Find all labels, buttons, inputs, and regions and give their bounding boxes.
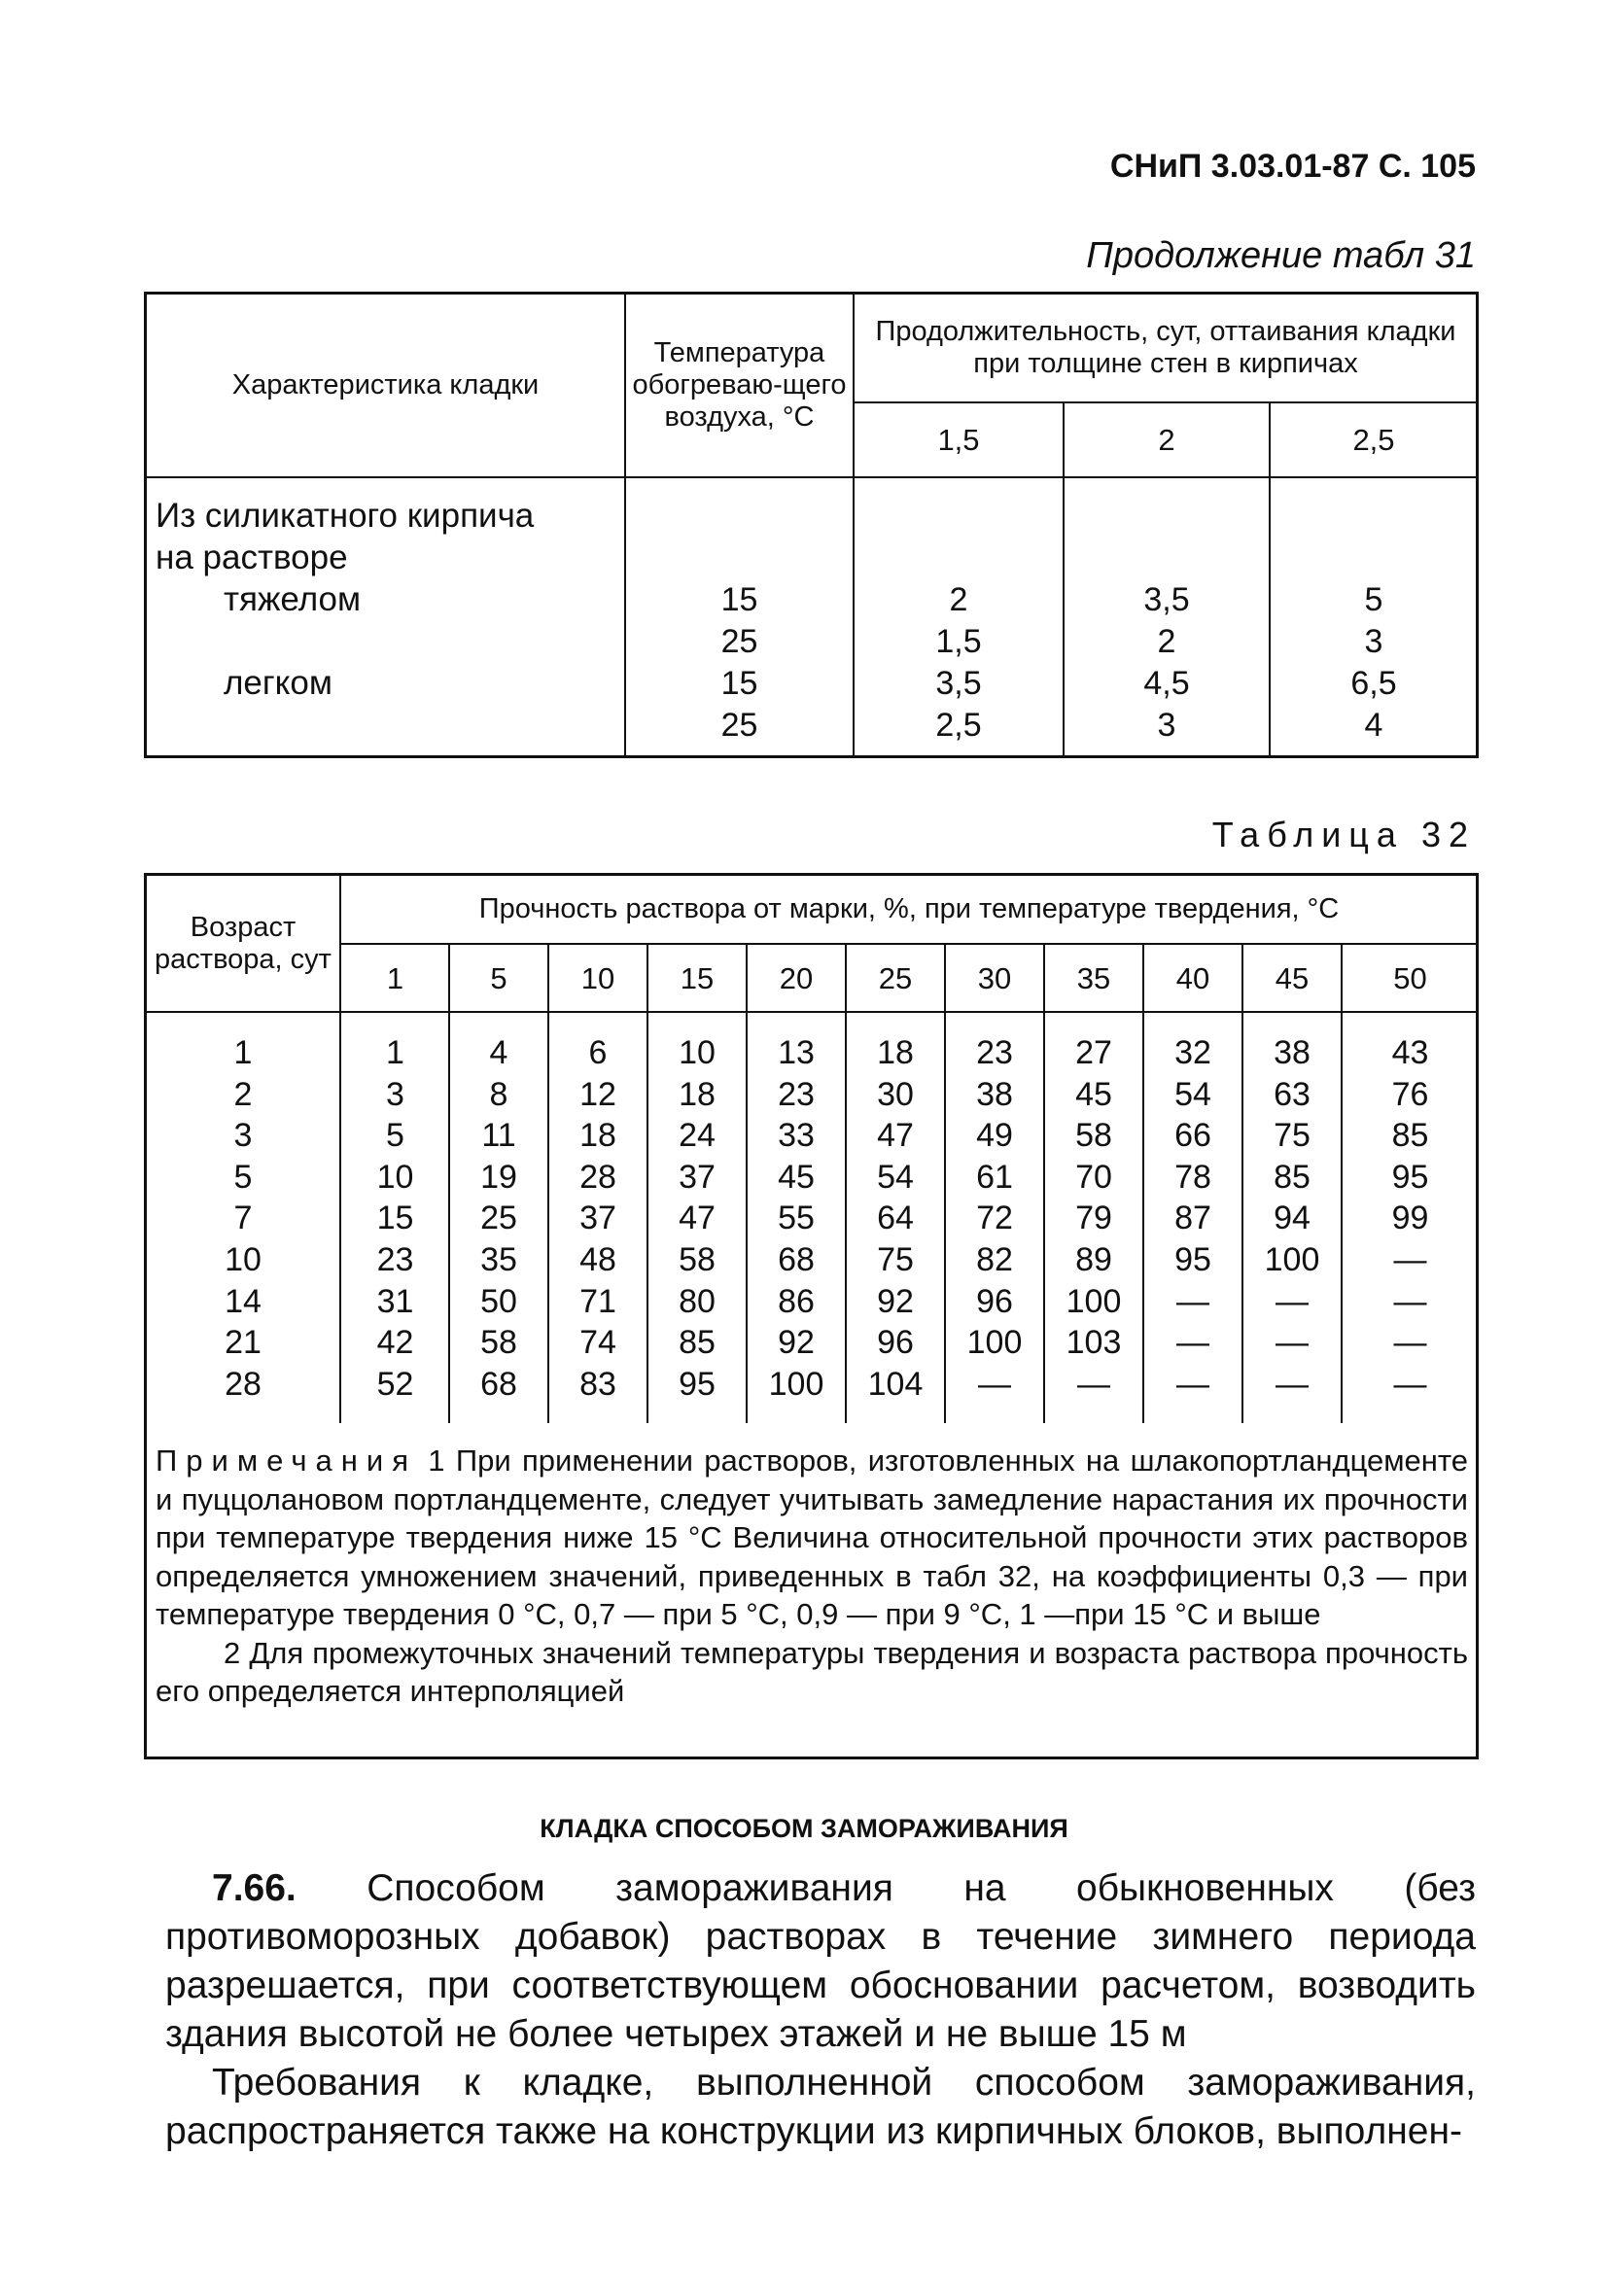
- table32-column: [1342, 1032, 1479, 1405]
- table32-temperature-header: 1: [386, 960, 404, 995]
- table32-value-cell: 103: [1066, 1324, 1122, 1362]
- table31-value-cell: 3: [1364, 623, 1383, 660]
- table31-value-cell: 2,5: [935, 707, 982, 744]
- table32-value-cell: —: [1276, 1282, 1309, 1320]
- table32-value-cell: 10: [679, 1034, 716, 1071]
- table32-column: [548, 1032, 647, 1405]
- table32-value-cell: 50: [480, 1282, 517, 1320]
- table32-temperature-header: 30: [977, 960, 1012, 995]
- table32-age-cell: 3: [233, 1117, 253, 1155]
- table32-value-cell: 85: [679, 1324, 716, 1362]
- table32-value-cell: 85: [1274, 1158, 1311, 1196]
- table32-value-cell: 75: [877, 1240, 914, 1278]
- table32-value-cell: 37: [579, 1200, 616, 1237]
- table31-value-cell: 4: [1364, 707, 1383, 744]
- table32-value-cell: 86: [778, 1282, 815, 1320]
- table32-value-cell: 63: [1274, 1075, 1311, 1113]
- table32-header-age: Возраст раствора, сут: [155, 911, 332, 975]
- table32-value-cell: 68: [480, 1365, 517, 1403]
- paragraph-number: 7.66.: [212, 1867, 297, 1909]
- table31-value-cell: 2: [949, 581, 968, 618]
- table32-temperature-header: 10: [580, 960, 615, 995]
- table32-value-cell: 78: [1174, 1158, 1211, 1196]
- note-2: 2 Для промежуточных значений температуры твердения и возраста раствора прочность его определяется интерполяцией: [156, 1635, 1468, 1708]
- table31-temperature-cell: 15: [720, 665, 758, 702]
- table32-value-cell: —: [1276, 1365, 1309, 1403]
- table32-value-cell: 5: [386, 1117, 404, 1155]
- table32-value-cell: 1: [386, 1034, 404, 1071]
- table32-age-cell: 10: [225, 1240, 262, 1278]
- table31-sub-heavy: тяжелом: [224, 580, 362, 618]
- table32-value-cell: 94: [1274, 1200, 1311, 1237]
- table32-notes: [156, 1442, 1468, 1711]
- table32-value-cell: 30: [877, 1075, 914, 1113]
- table32-column: [846, 1032, 945, 1405]
- table32-column: [945, 1032, 1044, 1405]
- table32-column: [747, 1032, 846, 1405]
- table32-value-cell: 18: [679, 1075, 716, 1113]
- table32-value-cell: 95: [679, 1365, 716, 1403]
- table31-caption: Продолжение табл 31: [1086, 235, 1476, 276]
- table32-column: [647, 1032, 747, 1405]
- table32-column: [1242, 1032, 1342, 1405]
- table31-value-cell: 6,5: [1350, 665, 1397, 702]
- table32-value-cell: —: [1276, 1324, 1309, 1362]
- table32-value-cell: 18: [579, 1117, 616, 1155]
- table32-value-cell: 33: [778, 1117, 815, 1155]
- table32-value-cell: 95: [1391, 1158, 1429, 1196]
- table32-value-cell: 45: [1075, 1075, 1112, 1113]
- table31-value-cell: 5: [1364, 581, 1383, 618]
- table32-value-cell: 27: [1075, 1034, 1112, 1071]
- table31-temperature-cell: 25: [720, 707, 758, 744]
- table32-value-cell: 31: [376, 1282, 414, 1320]
- table32-value-cell: 80: [679, 1282, 716, 1320]
- table32-value-cell: 96: [976, 1282, 1013, 1320]
- table32-value-cell: 45: [778, 1158, 815, 1196]
- table32-value-cell: 11: [481, 1117, 516, 1155]
- table32-value-cell: 58: [679, 1240, 716, 1278]
- table32-value-cell: 87: [1174, 1200, 1211, 1237]
- table32-value-cell: 61: [976, 1158, 1013, 1196]
- table32-value-cell: 100: [966, 1324, 1023, 1362]
- table32-value-cell: 100: [1264, 1240, 1320, 1278]
- table31-col-2: [1065, 579, 1269, 747]
- table32-value-cell: 89: [1075, 1240, 1112, 1278]
- table32-value-cell: 70: [1075, 1158, 1112, 1196]
- table32-value-cell: 54: [877, 1158, 914, 1196]
- table32-value-cell: 92: [877, 1282, 914, 1320]
- table32-temperature-header: 45: [1275, 960, 1310, 995]
- table31-header-temperature: Температура обогреваю-щего воздуха, °С: [632, 337, 847, 433]
- table31-header-duration: Продолжительность, сут, оттаивания кладки при толщине стен в кирпичах: [875, 316, 1456, 379]
- table32-column: [341, 1032, 449, 1405]
- table32-value-cell: 10: [376, 1158, 414, 1196]
- table32-age-cell: 5: [233, 1158, 253, 1196]
- table32-value-cell: 99: [1391, 1200, 1429, 1237]
- table32-value-cell: 32: [1174, 1034, 1211, 1071]
- table32-value-cell: 95: [1174, 1240, 1211, 1278]
- table32-value-cell: 8: [489, 1075, 508, 1113]
- notes-label: Примечания: [156, 1444, 417, 1478]
- table32-value-cell: 92: [778, 1324, 815, 1362]
- table32-value-cell: 43: [1391, 1034, 1429, 1071]
- table32-value-cell: 13: [778, 1034, 815, 1071]
- table32-temperature-header: 5: [490, 960, 507, 995]
- table32-value-cell: 38: [1274, 1034, 1311, 1071]
- table32-header-strength: Прочность раствора от марки, %, при температуре твердения, °С: [478, 893, 1340, 924]
- table32-age-cell: 2: [233, 1075, 253, 1113]
- table32-value-cell: 64: [877, 1200, 914, 1237]
- table32-value-cell: 75: [1274, 1117, 1311, 1155]
- table32-age-cell: 7: [233, 1200, 253, 1237]
- table31-group-label: [156, 495, 534, 704]
- table32-value-cell: 54: [1174, 1075, 1211, 1113]
- table31-temperatures: [626, 579, 853, 747]
- table32-temperature-header: 20: [779, 960, 814, 995]
- table32-value-cell: 38: [976, 1075, 1013, 1113]
- table32-value-cell: 52: [376, 1365, 414, 1403]
- table32-age-cell: 28: [225, 1365, 262, 1403]
- table31-thickness-1: 1,5: [937, 423, 980, 457]
- table32-temperature-header: 50: [1393, 960, 1427, 995]
- table31-col-1-5: [855, 579, 1063, 747]
- table31-thickness-2: 2: [1158, 423, 1175, 457]
- table32-value-cell: 28: [579, 1158, 616, 1196]
- table31-col-2-5: [1271, 579, 1477, 747]
- table31-thickness-3: 2,5: [1352, 423, 1395, 457]
- table32-age-column: [147, 1032, 339, 1405]
- table32-value-cell: 100: [1066, 1282, 1122, 1320]
- table32-value-cell: 76: [1391, 1075, 1429, 1113]
- table32-value-cell: 12: [579, 1075, 616, 1113]
- table32-value-cell: —: [1393, 1282, 1427, 1320]
- table32-value-cell: 19: [480, 1158, 517, 1196]
- table32-column: [1143, 1032, 1242, 1405]
- table31-value-cell: 2: [1157, 623, 1176, 660]
- table32-value-cell: 71: [579, 1282, 616, 1320]
- table32-value-cell: 72: [976, 1200, 1013, 1237]
- table32-value-cell: 18: [877, 1034, 914, 1071]
- table31-group-line1: Из силикатного кирпича: [156, 497, 535, 535]
- table32-value-cell: 58: [1075, 1117, 1112, 1155]
- table32-value-cell: 23: [778, 1075, 815, 1113]
- table32-value-cell: 104: [867, 1365, 924, 1403]
- table32-value-cell: —: [1393, 1324, 1427, 1362]
- table32-temperature-header: 25: [878, 960, 913, 995]
- table32-value-cell: —: [1176, 1324, 1209, 1362]
- table32-column: [449, 1032, 548, 1405]
- table32-value-cell: 23: [976, 1034, 1013, 1071]
- table32-caption: Таблица 32: [1211, 815, 1476, 854]
- table32-value-cell: 3: [386, 1075, 404, 1113]
- table31-temperature-cell: 25: [720, 623, 758, 660]
- table32-value-cell: 25: [480, 1200, 517, 1237]
- table32-value-cell: 85: [1391, 1117, 1429, 1155]
- table31-value-cell: 3,5: [1143, 581, 1190, 618]
- table32-column: [1044, 1032, 1143, 1405]
- table32-value-cell: 96: [877, 1324, 914, 1362]
- table32-value-cell: 79: [1075, 1200, 1112, 1237]
- paragraph-7-66-text: Способом замораживания на обыкновенных (без противоморозных добавок) растворах в течение зимнего периода разрешается, при соответствующем обосновании расчетом, возводить здания высотой не более четырех этажей и не выше 15 м: [165, 1867, 1476, 2055]
- note-1: 1 При применении растворов, изготовленных на шлакопортландцементе и пуццолановом портландцементе, следует учитывать замедление нарастания их прочности при температуре твердения ниже 15 °С Величина относительной прочности этих растворов определяется умножением значений, приведенных в табл 32, на коэффициенты 0,3 — при температуре твердения 0 °С, 0,7 — при 5 °С, 0,9 — при 9 °С, 1 —при 15 °С и выше: [156, 1444, 1468, 1631]
- table32-value-cell: 23: [376, 1240, 414, 1278]
- table31-header-characteristic: Характеристика кладки: [231, 369, 540, 400]
- table32-value-cell: 48: [579, 1240, 616, 1278]
- table32-value-cell: —: [1077, 1365, 1110, 1403]
- table31-value-cell: 4,5: [1143, 665, 1190, 702]
- table32-value-cell: 58: [480, 1324, 517, 1362]
- table32-value-cell: 47: [679, 1200, 716, 1237]
- table32-age-cell: 1: [233, 1034, 253, 1071]
- table32-value-cell: 74: [579, 1324, 616, 1362]
- table32-temperature-header: 15: [680, 960, 715, 995]
- table32-value-cell: —: [978, 1365, 1011, 1403]
- table32-value-cell: 15: [376, 1200, 414, 1237]
- section-title: КЛАДКА СПОСОБОМ ЗАМОРАЖИВАНИЯ: [540, 1814, 1068, 1843]
- table32-value-cell: 82: [976, 1240, 1013, 1278]
- table32-value-cell: 24: [679, 1117, 716, 1155]
- table31-value-cell: 1,5: [935, 623, 982, 660]
- table32-value-cell: 4: [489, 1034, 508, 1071]
- table32-value-cell: 55: [778, 1200, 815, 1237]
- table32-value-cell: 100: [768, 1365, 824, 1403]
- table32-value-cell: 83: [579, 1365, 616, 1403]
- table32-value-cell: —: [1393, 1240, 1427, 1278]
- table32-temperature-header: 40: [1175, 960, 1210, 995]
- table31-value-cell: 3,5: [935, 665, 982, 702]
- table32-age-cell: 14: [225, 1282, 262, 1320]
- table32-temperature-header: 35: [1076, 960, 1111, 995]
- table32-value-cell: —: [1393, 1365, 1427, 1403]
- table32-value-cell: 47: [877, 1117, 914, 1155]
- table32-value-cell: 35: [480, 1240, 517, 1278]
- table31-value-cell: 3: [1157, 707, 1176, 744]
- table32-age-cell: 21: [225, 1324, 262, 1362]
- table31-sub-light: легком: [224, 664, 332, 702]
- paragraph-7-66: [165, 1864, 1476, 2156]
- table32-value-cell: 68: [778, 1240, 815, 1278]
- paragraph-2: Требования к кладке, выполненной способом замораживания, распространяется также на конструкции из кирпичных блоков, выполнен-: [165, 2062, 1476, 2152]
- table32-value-cell: 42: [376, 1324, 414, 1362]
- page-header: СНиП 3.03.01-87 С. 105: [1109, 148, 1476, 185]
- table32-value-cell: 66: [1174, 1117, 1211, 1155]
- table31-temperature-cell: 15: [720, 581, 758, 618]
- table32-value-cell: 37: [679, 1158, 716, 1196]
- table31-group-line2: на растворе: [156, 539, 348, 576]
- table32-value-cell: —: [1176, 1282, 1209, 1320]
- table32-value-cell: 6: [588, 1034, 608, 1071]
- table32-value-cell: —: [1176, 1365, 1209, 1403]
- table32-value-cell: 49: [976, 1117, 1013, 1155]
